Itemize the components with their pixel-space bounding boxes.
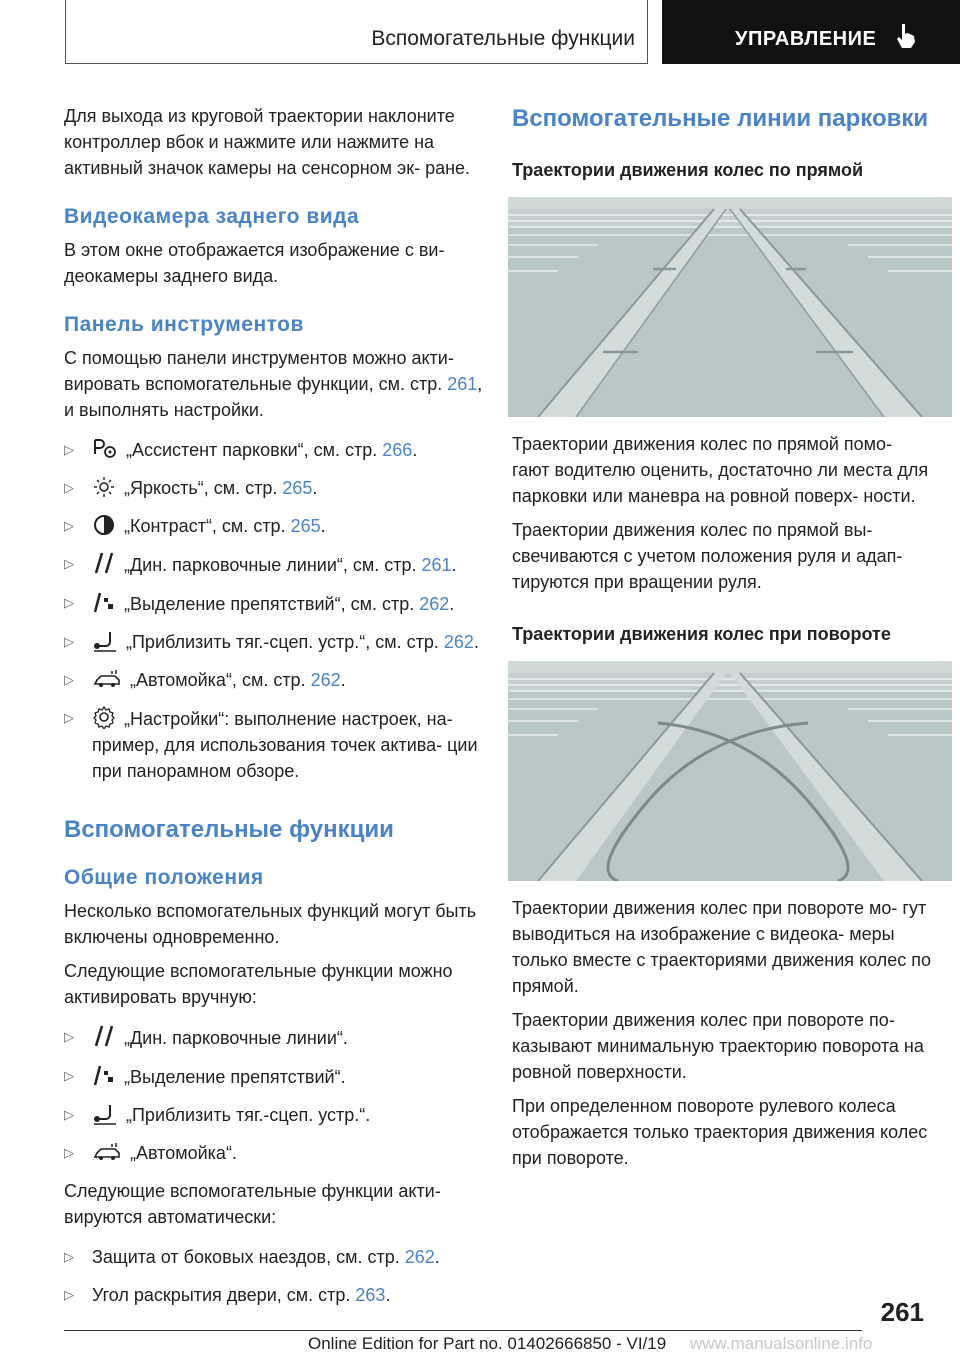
turning-text-1: Траектории движения колес при повороте мо- гут выводиться на изображение с видеока- меры только вместе с траекториями движения колес по прямой. bbox=[512, 898, 931, 996]
list-item: ▷ „Выделение препятствий“, см. стр. 262. bbox=[64, 590, 484, 617]
list-item: ▷ Защита от боковых наездов, см. стр. 262. bbox=[64, 1244, 484, 1270]
list-item: ▷ Угол раскрытия двери, см. стр. 263. bbox=[64, 1282, 484, 1308]
auto-text: Следующие вспомогательные функции акти- вируются автоматически: bbox=[64, 1181, 441, 1227]
list-item: ▷ „Настройки“: выполнение настроек, на- пример, для использования точек актива- ции при панорамном обзоре. bbox=[64, 705, 484, 784]
page-link[interactable]: 262 bbox=[404, 1247, 435, 1267]
straight-path-illustration bbox=[508, 197, 952, 417]
bullet-triangle-icon: ▷ bbox=[64, 710, 74, 725]
car-wash-icon bbox=[92, 668, 122, 690]
bullet-triangle-icon: ▷ bbox=[64, 1287, 74, 1302]
bullet-triangle-icon: ▷ bbox=[64, 518, 74, 533]
turning-paths-heading: Траектории движения колес при повороте bbox=[512, 624, 891, 644]
list-item: ▷ „Дин. парковочные линии“, см. стр. 261. bbox=[64, 551, 484, 578]
bullet-triangle-icon: ▷ bbox=[64, 442, 74, 457]
turning-path-illustration bbox=[508, 661, 952, 881]
list-item: ▷ „Ассистент парковки“, см. стр. 266. bbox=[64, 437, 484, 463]
aux-functions-heading: Вспомогательные функции bbox=[64, 816, 394, 843]
page-link[interactable]: 261 bbox=[447, 374, 478, 394]
bullet-triangle-icon: ▷ bbox=[64, 1029, 74, 1044]
turning-text-2: Траектории движения колес при повороте по- казывают минимальную траекторию поворота на ровной поверхности. bbox=[512, 1010, 924, 1082]
trailer-hitch-icon bbox=[92, 630, 118, 652]
bullet-triangle-icon: ▷ bbox=[64, 672, 74, 687]
parking-lines-icon bbox=[92, 1024, 116, 1048]
footer-divider bbox=[64, 1330, 862, 1331]
bullet-triangle-icon: ▷ bbox=[64, 1249, 74, 1264]
list-item: ▷ „Приблизить тяг.-сцеп. устр.“. bbox=[64, 1102, 484, 1128]
gear-icon bbox=[92, 705, 116, 729]
list-item: ▷ „Автомойка“. bbox=[64, 1140, 484, 1166]
parking-lines-heading: Вспомогательные линии парковки bbox=[512, 105, 929, 132]
straight-text-1: Траектории движения колес по прямой помо- гают водителю оценить, достаточно ли места для парковки или маневра на ровной поверх- ности. bbox=[512, 434, 929, 506]
page-link[interactable]: 261 bbox=[421, 555, 452, 575]
page-link[interactable]: 262 bbox=[419, 594, 450, 614]
toolbar-heading: Панель инструментов bbox=[64, 313, 304, 336]
bullet-triangle-icon: ▷ bbox=[64, 1107, 74, 1122]
intro-paragraph: Для выхода из круговой траектории наклоните контроллер вбок и нажмите или нажмите на активный значок камеры на сенсорном эк- ране. bbox=[64, 106, 471, 178]
list-item: ▷ „Автомойка“, см. стр. 262. bbox=[64, 667, 484, 693]
header-chapter-label: УПРАВЛЕНИЕ bbox=[735, 28, 877, 50]
header-chapter-tab bbox=[662, 0, 960, 64]
trailer-hitch-icon bbox=[92, 1103, 118, 1125]
page-link[interactable]: 263 bbox=[355, 1285, 386, 1305]
page-link[interactable]: 266 bbox=[382, 440, 413, 460]
list-item: ▷ „Дин. парковочные линии“. bbox=[64, 1024, 484, 1051]
brightness-icon bbox=[92, 476, 116, 498]
page-number: 261 bbox=[880, 1297, 924, 1327]
watermark: www.manualsonline.info bbox=[690, 1334, 873, 1353]
page-link[interactable]: 262 bbox=[443, 632, 474, 652]
bullet-triangle-icon: ▷ bbox=[64, 634, 74, 649]
obstacle-marking-icon bbox=[92, 1063, 116, 1087]
list-item: ▷ „Приблизить тяг.-сцеп. устр.“, см. стр. 262. bbox=[64, 629, 484, 655]
manual-text: Следующие вспомогательные функции можно активировать вручную: bbox=[64, 961, 453, 1007]
list-item: ▷ „Контраст“, см. стр. 265. bbox=[64, 513, 484, 539]
pointing-hand-icon bbox=[894, 22, 918, 50]
straight-paths-heading: Траектории движения колес по прямой bbox=[512, 160, 864, 180]
header-section-box bbox=[65, 0, 648, 64]
list-item: ▷ „Выделение препятствий“. bbox=[64, 1063, 484, 1090]
parking-assistant-icon bbox=[92, 438, 118, 460]
page-link[interactable]: 265 bbox=[290, 516, 321, 536]
edition-text: Online Edition for Part no. 01402666850 - VI/19 bbox=[308, 1334, 667, 1353]
header-section-title: Вспомогательные функции bbox=[371, 27, 635, 50]
toolbar-text: С помощью панели инструментов можно акти- вировать вспомогательные функции, см. стр. 261, и выполнять настройки. bbox=[64, 348, 483, 420]
rear-camera-text: В этом окне отображается изображение с ви- деокамеры заднего вида. bbox=[64, 240, 445, 286]
bullet-triangle-icon: ▷ bbox=[64, 595, 74, 610]
general-heading: Общие положения bbox=[64, 866, 264, 889]
left-column bbox=[64, 103, 484, 1320]
parking-lines-icon bbox=[92, 551, 116, 575]
bullet-triangle-icon: ▷ bbox=[64, 1145, 74, 1160]
list-item: ▷ „Яркость“, см. стр. 265. bbox=[64, 475, 484, 501]
page-link[interactable]: 265 bbox=[282, 478, 313, 498]
obstacle-marking-icon bbox=[92, 590, 116, 614]
car-wash-icon bbox=[92, 1141, 122, 1163]
right-column bbox=[512, 103, 932, 1179]
straight-text-2: Траектории движения колес по прямой вы- свечиваются с учетом положения руля и адап- тируются при вращении руля. bbox=[512, 520, 903, 592]
bullet-triangle-icon: ▷ bbox=[64, 480, 74, 495]
page-link[interactable]: 262 bbox=[310, 670, 341, 690]
bullet-triangle-icon: ▷ bbox=[64, 556, 74, 571]
contrast-icon bbox=[92, 514, 116, 536]
rear-camera-heading: Видеокамера заднего вида bbox=[64, 205, 360, 228]
general-text: Несколько вспомогательных функций могут быть включены одновременно. bbox=[64, 901, 477, 947]
turning-text-3: При определенном повороте рулевого колеса отображается только траектория движения колес при повороте. bbox=[512, 1096, 928, 1168]
bullet-triangle-icon: ▷ bbox=[64, 1068, 74, 1083]
